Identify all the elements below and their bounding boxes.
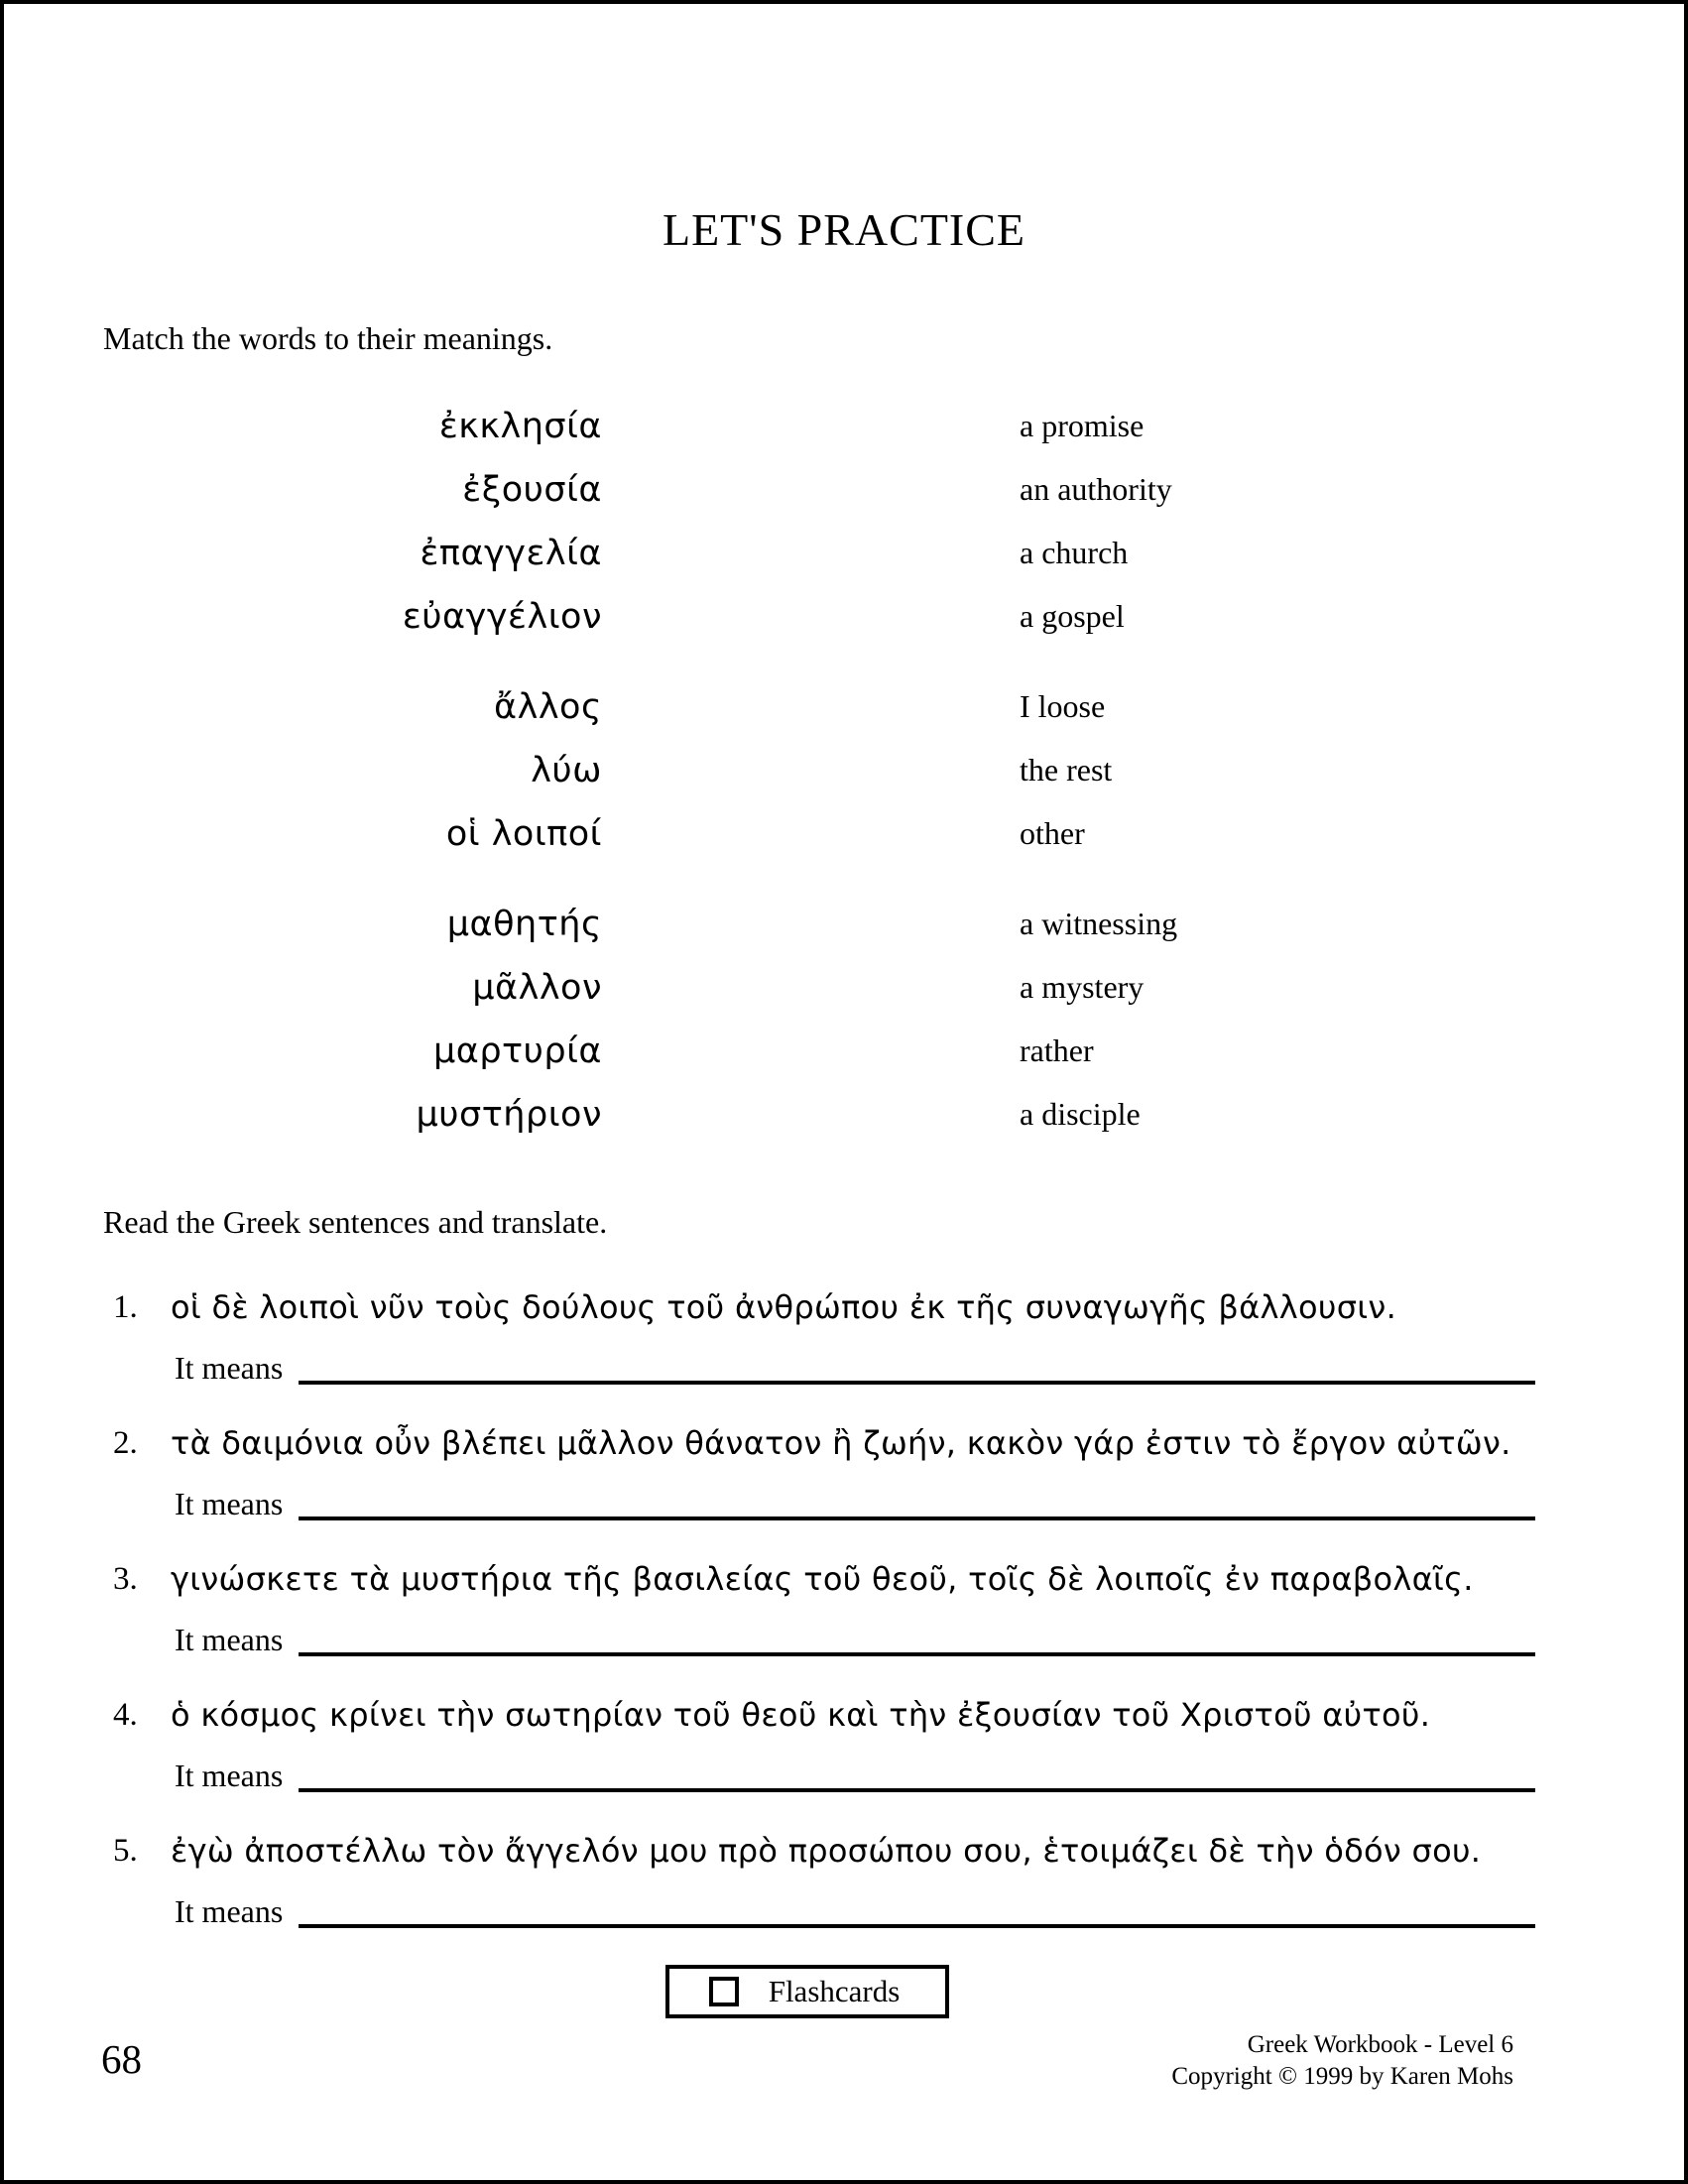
flashcards-row (4, 1965, 1684, 2018)
english-meaning: a promise (1020, 408, 1145, 444)
greek-word: λύω (531, 750, 602, 790)
greek-word: ἐκκλησία (438, 406, 602, 446)
sentence-number: 4. (113, 1696, 138, 1733)
greek-word: οἱ λοιποί (445, 813, 602, 854)
matching-exercise (4, 395, 1684, 1147)
answer-blank-4[interactable] (299, 1762, 1535, 1792)
match-row (4, 1020, 1684, 1083)
english-meaning: I loose (1020, 688, 1106, 725)
match-row (4, 739, 1684, 802)
match-row (4, 522, 1684, 585)
sentence-number: 1. (113, 1288, 138, 1325)
match-group-2 (4, 675, 1684, 866)
answer-line (175, 1619, 1535, 1658)
flashcards-label: Flashcards (768, 1974, 901, 2009)
greek-sentence-line (113, 1829, 1684, 1873)
flashcards-button[interactable] (665, 1965, 950, 2018)
sentence-block-1 (4, 1285, 1684, 1387)
greek-sentence: τὰ δαιμόνια οὖν βλέπει μᾶλλον θάνατον ἢ ζωήν, κακὸν γάρ ἐστιν τὸ ἔργον αὐτῶν. (171, 1424, 1511, 1463)
answer-blank-3[interactable] (299, 1627, 1535, 1656)
match-group-3 (4, 893, 1684, 1147)
greek-word: μυστήριον (416, 1094, 602, 1135)
sentence-block-3 (4, 1557, 1684, 1658)
translation-exercise (4, 1285, 1684, 1930)
sentence-block-2 (4, 1421, 1684, 1522)
answer-blank-1[interactable] (299, 1355, 1535, 1385)
page-title: LET'S PRACTICE (662, 204, 1026, 255)
it-means-label: It means (175, 1349, 284, 1386)
footer-credit (1171, 2029, 1513, 2092)
answer-line (175, 1483, 1535, 1522)
greek-sentence: γινώσκετε τὰ μυστήρια τῆς βασιλείας τοῦ θεοῦ, τοῖς δὲ λοιποῖς ἐν παραβολαῖς. (171, 1560, 1474, 1599)
it-means-label: It means (175, 1892, 284, 1929)
greek-sentence-line (113, 1557, 1684, 1601)
sentence-number: 2. (113, 1424, 138, 1461)
greek-word: ἐπαγγελία (420, 533, 602, 573)
greek-word: μαθητής (446, 904, 602, 944)
sentence-number: 3. (113, 1560, 138, 1597)
sentence-block-4 (4, 1693, 1684, 1794)
match-row (4, 395, 1684, 458)
english-meaning: a mystery (1020, 969, 1145, 1006)
match-instruction: Match the words to their meanings. (103, 319, 553, 356)
english-meaning: other (1020, 815, 1085, 852)
english-meaning: rather (1020, 1032, 1094, 1069)
footer-workbook-title: Greek Workbook - Level 6 (1247, 2031, 1513, 2058)
greek-sentence: ἐγὼ ἀποστέλλω τὸν ἄγγελόν μου πρὸ προσώπου σου, ἑτοιμάζει δὲ τὴν ὁδόν σου. (171, 1832, 1482, 1871)
greek-sentence-line (113, 1421, 1684, 1465)
greek-word: ἄλλος (494, 686, 602, 727)
answer-blank-5[interactable] (299, 1898, 1535, 1928)
english-meaning: a witnessing (1020, 906, 1178, 942)
greek-word: εὐαγγέλιον (402, 596, 602, 637)
match-group-1 (4, 395, 1684, 649)
greek-word: μαρτυρία (432, 1031, 602, 1071)
greek-sentence: οἱ δὲ λοιποὶ νῦν τοὺς δούλους τοῦ ἀνθρώπου ἐκ τῆς συναγωγῆς βάλλουσιν. (171, 1288, 1397, 1327)
english-meaning: a disciple (1020, 1096, 1141, 1133)
match-row (4, 458, 1684, 522)
greek-sentence-line (113, 1285, 1684, 1329)
it-means-label: It means (175, 1757, 284, 1793)
it-means-label: It means (175, 1621, 284, 1657)
match-row (4, 1083, 1684, 1147)
page-number: 68 (101, 2036, 142, 2082)
footer-copyright: Copyright © 1999 by Karen Mohs (1171, 2062, 1513, 2090)
english-meaning: the rest (1020, 752, 1113, 789)
match-row (4, 675, 1684, 739)
match-row (4, 893, 1684, 956)
checkbox-icon (709, 1977, 739, 2006)
greek-word: μᾶλλον (472, 967, 602, 1008)
greek-sentence: ὁ κόσμος κρίνει τὴν σωτηρίαν τοῦ θεοῦ καὶ τὴν ἐξουσίαν τοῦ Χριστοῦ αὐτοῦ. (171, 1696, 1431, 1735)
english-meaning: a church (1020, 535, 1129, 571)
english-meaning: an authority (1020, 471, 1172, 508)
answer-line (175, 1347, 1535, 1387)
match-row (4, 802, 1684, 866)
answer-line (175, 1755, 1535, 1794)
match-row (4, 956, 1684, 1020)
english-meaning: a gospel (1020, 598, 1125, 635)
greek-sentence-line (113, 1693, 1684, 1737)
match-row (4, 585, 1684, 649)
translate-instruction: Read the Greek sentences and translate. (103, 1203, 608, 1240)
it-means-label: It means (175, 1485, 284, 1521)
answer-blank-2[interactable] (299, 1491, 1535, 1520)
answer-line (175, 1890, 1535, 1930)
sentence-block-5 (4, 1829, 1684, 1930)
sentence-number: 5. (113, 1832, 138, 1869)
greek-word: ἐξουσία (462, 469, 602, 510)
